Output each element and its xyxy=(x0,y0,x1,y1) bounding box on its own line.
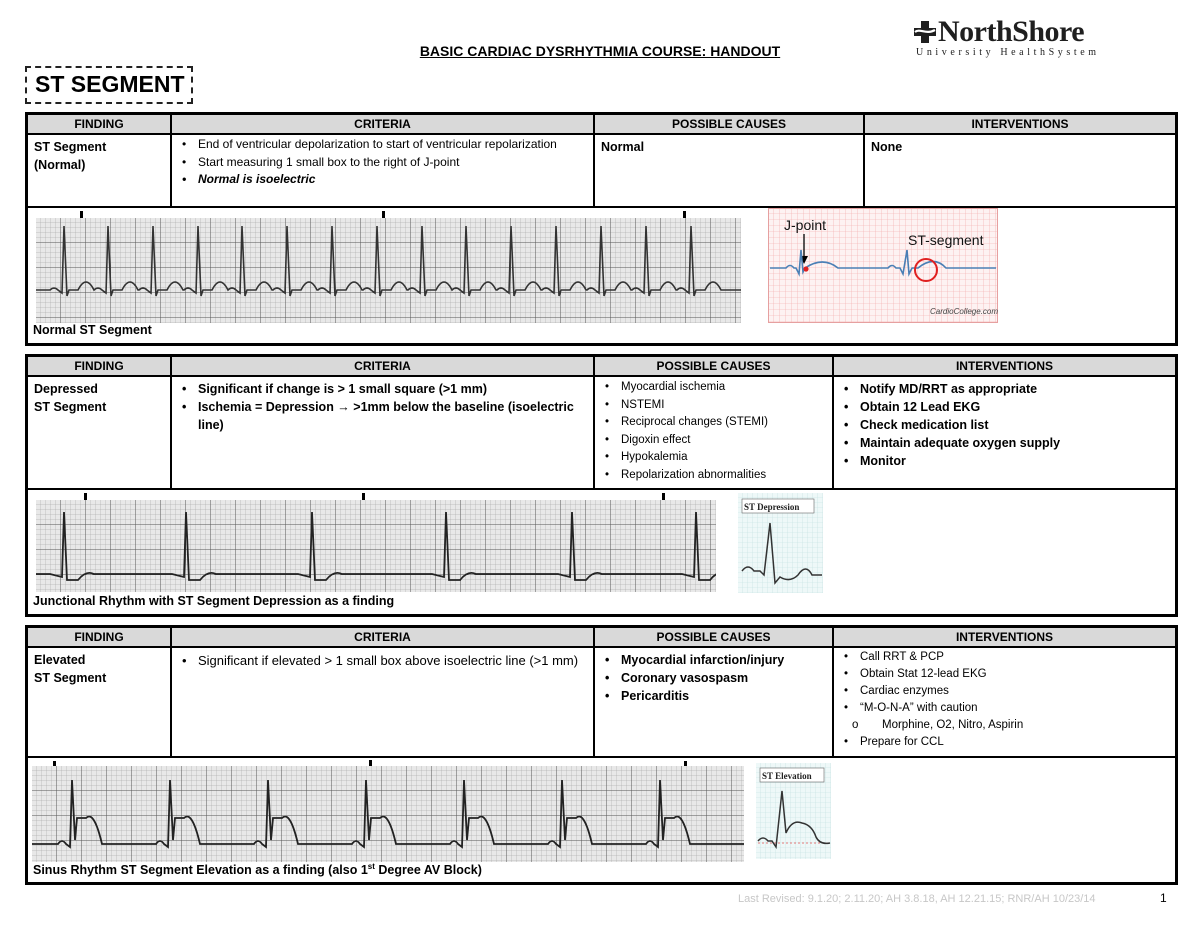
normal-st-section xyxy=(25,112,1178,346)
intervention-item: • Obtain 12 Lead EKG xyxy=(840,398,1169,416)
cause-item: • Reciprocal changes (STEMI) xyxy=(601,414,826,432)
causes-cell xyxy=(595,377,834,488)
interventions-header: INTERVENTIONS xyxy=(834,628,1175,646)
cause-item: • Coronary vasospasm xyxy=(601,669,826,687)
northshore-logo xyxy=(912,17,1117,58)
ecg-strip-area xyxy=(28,490,1175,615)
cause-item: • Myocardial infarction/injury xyxy=(601,651,826,669)
criteria-header: CRITERIA xyxy=(172,628,595,646)
st-depression-thumbnail xyxy=(738,493,823,593)
table-header xyxy=(28,115,1175,135)
cause-item: • NSTEMI xyxy=(601,397,826,415)
criteria-item: • Significant if change is > 1 small square (>1 mm) xyxy=(178,380,587,398)
finding-header: FINDING xyxy=(28,115,172,133)
interventions-cell xyxy=(834,377,1175,488)
criteria-item: • Start measuring 1 small box to the right of J-point xyxy=(178,154,587,172)
criteria-item: • Normal is isoelectric xyxy=(178,171,587,189)
finding-line: Depressed xyxy=(34,382,98,396)
ecg-caption xyxy=(33,862,482,877)
revision-note: Last Revised: 9.1.20; 2.11.20; AH 3.8.18, AH 12.21.15; RNR/AH 10/23/14 xyxy=(738,893,1096,905)
cause-item: • Repolarization abnormalities xyxy=(601,467,826,485)
ecg-strip-area xyxy=(28,758,1175,882)
cause-item: • Pericarditis xyxy=(601,687,826,705)
st-segment-diagram xyxy=(768,208,998,323)
depressed-st-section xyxy=(25,354,1178,617)
intervention-item: • Monitor xyxy=(840,452,1169,470)
intervention-item: • Notify MD/RRT as appropriate xyxy=(840,380,1169,398)
ecg-caption: Junctional Rhythm with ST Segment Depression as a finding xyxy=(33,594,395,608)
intervention-item: • Maintain adequate oxygen supply xyxy=(840,434,1169,452)
finding-line: ST Segment xyxy=(34,400,107,414)
table-row xyxy=(28,135,1175,208)
finding-cell xyxy=(28,648,172,756)
criteria-header: CRITERIA xyxy=(172,357,595,375)
criteria-item: • End of ventricular depolarization to start of ventricular repolarization xyxy=(178,136,587,154)
cause-item: • Digoxin effect xyxy=(601,432,826,450)
finding-line: Elevated xyxy=(34,653,86,667)
criteria-item: • Ischemia = Depression → >1mm below the baseline (isoelectric line) xyxy=(178,398,587,434)
section-label: ST SEGMENT xyxy=(25,66,193,104)
diagram-credit: CardioCollege.com xyxy=(930,307,998,316)
interventions-header: INTERVENTIONS xyxy=(865,115,1175,133)
criteria-cell xyxy=(172,648,595,756)
table-header xyxy=(28,357,1175,377)
interventions-header: INTERVENTIONS xyxy=(834,357,1175,375)
table-header xyxy=(28,628,1175,648)
intervention-item: • Obtain Stat 12-lead EKG xyxy=(840,666,1169,683)
caption-text: Sinus Rhythm ST Segment Elevation as a finding (also 1 xyxy=(33,863,368,878)
jpoint-label: J-point xyxy=(784,217,827,233)
finding-cell xyxy=(28,135,172,206)
intervention-subitem: o Morphine, O2, Nitro, Aspirin xyxy=(840,717,1169,734)
criteria-cell xyxy=(172,377,595,488)
cause-item: • Myocardial ischemia xyxy=(601,379,826,397)
st-segment-label: ST-segment xyxy=(908,232,984,248)
cause-item: • Hypokalemia xyxy=(601,449,826,467)
ecg-strip-depressed xyxy=(36,500,716,592)
causes-header: POSSIBLE CAUSES xyxy=(595,115,865,133)
document-title: BASIC CARDIAC DYSRHYTHMIA COURSE: HANDOUT xyxy=(419,43,781,59)
interventions-cell: None xyxy=(871,140,903,154)
jpoint-dot-icon xyxy=(803,266,808,271)
criteria-header: CRITERIA xyxy=(172,115,595,133)
finding-cell xyxy=(28,377,172,488)
page-number: 1 xyxy=(1160,891,1167,905)
causes-cell: Normal xyxy=(595,135,865,206)
intervention-item: • “M-O-N-A” with caution xyxy=(840,700,1169,717)
logo-subtitle: University HealthSystem xyxy=(916,47,1100,58)
logo-name: NorthShore xyxy=(938,15,1085,48)
ecg-strip-elevated xyxy=(32,766,744,862)
causes-cell xyxy=(595,648,834,756)
elevated-st-section xyxy=(25,625,1178,885)
finding-line: ST Segment xyxy=(34,671,107,685)
criteria-cell xyxy=(172,135,595,206)
criteria-item: • Significant if elevated > 1 small box above isoelectric line (>1 mm) xyxy=(178,651,587,670)
intervention-item: • Check medication list xyxy=(840,416,1169,434)
intervention-item: • Prepare for CCL xyxy=(840,734,1169,751)
finding-line: (Normal) xyxy=(34,158,86,172)
table-row xyxy=(28,648,1175,758)
intervention-item: • Cardiac enzymes xyxy=(840,683,1169,700)
finding-line: ST Segment xyxy=(34,140,107,154)
finding-header: FINDING xyxy=(28,357,172,375)
thumb-label: ST Depression xyxy=(744,502,800,512)
causes-header: POSSIBLE CAUSES xyxy=(595,357,834,375)
caption-superscript: st xyxy=(367,862,375,871)
ecg-strip-area xyxy=(28,208,1175,344)
ecg-caption: Normal ST Segment xyxy=(33,323,152,337)
intervention-item: • Call RRT & PCP xyxy=(840,649,1169,666)
table-row xyxy=(28,377,1175,490)
cross-logo-icon xyxy=(912,19,938,45)
st-elevation-thumbnail xyxy=(756,763,831,859)
causes-header: POSSIBLE CAUSES xyxy=(595,628,834,646)
thumb-label: ST Elevation xyxy=(762,771,812,781)
interventions-cell xyxy=(834,648,1175,756)
finding-header: FINDING xyxy=(28,628,172,646)
ecg-strip-normal xyxy=(36,218,741,323)
caption-text: Degree AV Block) xyxy=(374,863,482,878)
